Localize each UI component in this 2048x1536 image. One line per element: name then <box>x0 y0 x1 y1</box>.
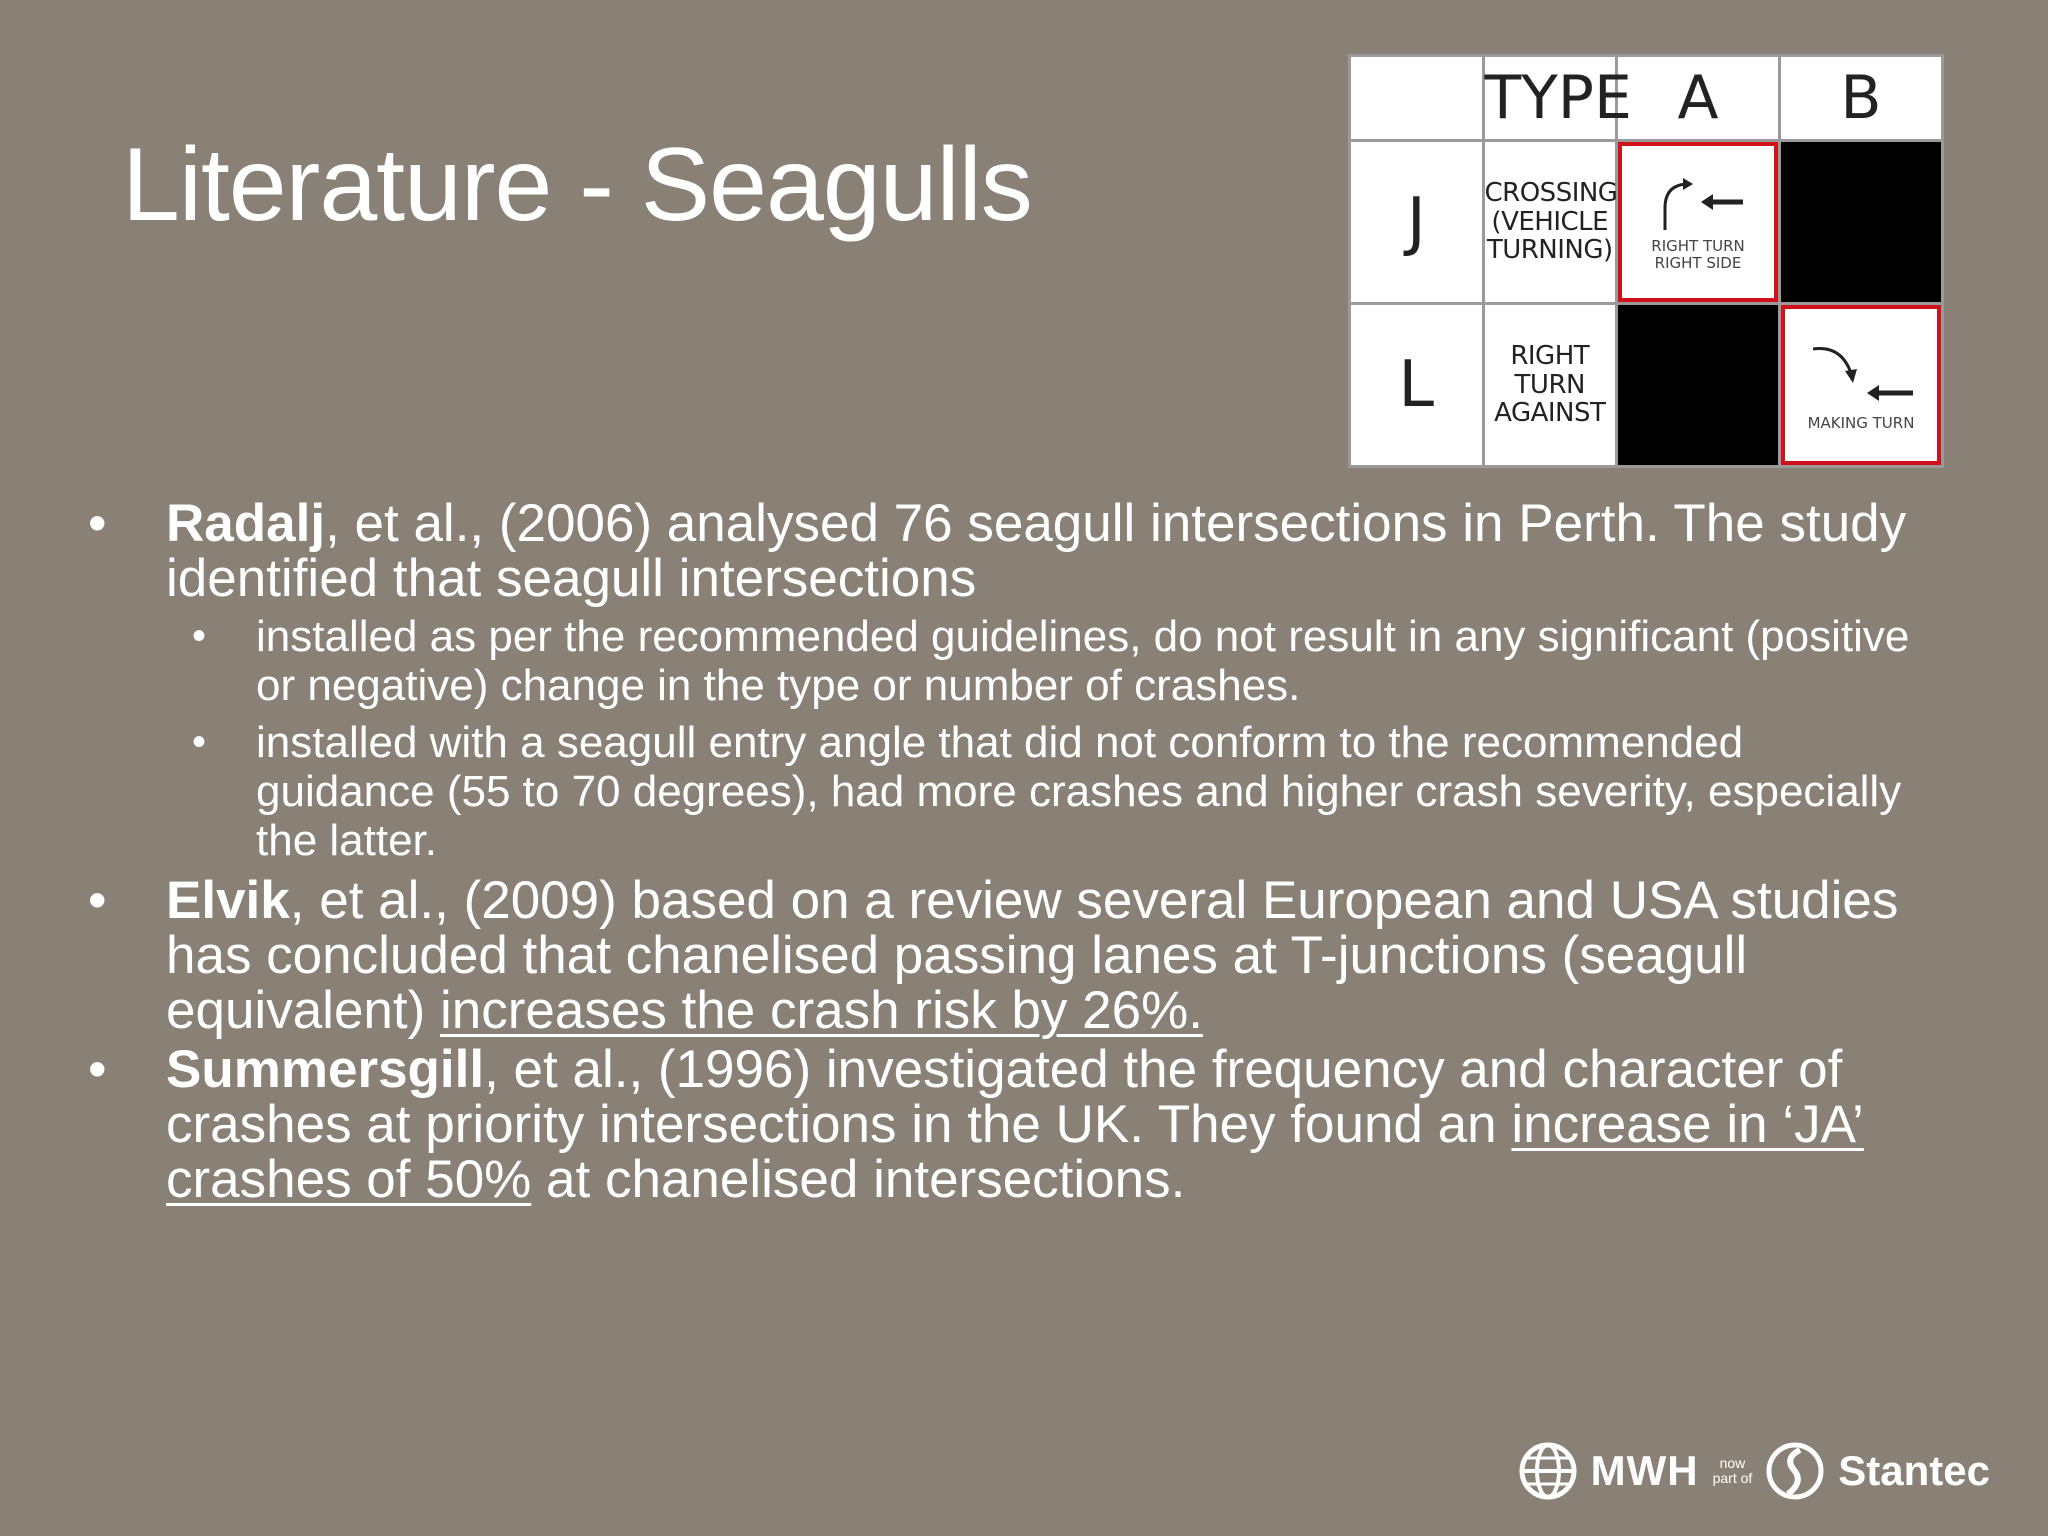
sub-bullet-marker: • <box>192 720 207 764</box>
sub-bullet-marker: • <box>192 614 207 658</box>
header-cell-a: A <box>1617 56 1780 141</box>
blank-cell-jb <box>1780 141 1943 304</box>
footer-logo <box>1519 1442 1990 1500</box>
author-name: Summersgill <box>166 1040 485 1099</box>
author-name: Radalj <box>166 494 326 553</box>
globe-icon <box>1519 1442 1577 1500</box>
making-turn-arrow-icon <box>1801 337 1921 411</box>
bullet-text-after: at chanelised intersections. <box>531 1150 1186 1209</box>
header-cell-type: TYPE <box>1483 56 1617 141</box>
stantec-swirl-icon <box>1766 1442 1824 1500</box>
row-type-l <box>1483 304 1617 467</box>
stantec-wordmark: Stantec <box>1838 1447 1990 1494</box>
diagram-caption: RIGHT SIDE <box>1654 254 1742 272</box>
diagram-caption: RIGHT TURN <box>1651 236 1745 255</box>
table-row-j <box>1350 141 1943 304</box>
type-line: AGAINST <box>1494 398 1606 429</box>
row-code-l: L <box>1350 304 1484 467</box>
bullet-text: , et al., (2009) based on a review several European and USA studies has concluded that chanelised passing lanes at T-junctions (seagull equivalent) <box>166 871 1899 1040</box>
bullet-marker: • <box>88 494 107 553</box>
slide-title: Literature - Seagulls <box>122 127 1032 243</box>
part-of-line: part of <box>1712 1470 1753 1486</box>
crash-type-table <box>1348 54 1944 468</box>
type-line: (VEHICLE <box>1491 206 1609 237</box>
bullet-item <box>0 496 2048 606</box>
bullet-list <box>0 496 2048 1211</box>
sub-bullet-text: installed with a seagull entry angle that did not conform to the recommended guidance (55 to 70 degrees), had more crashes and higher crash severity, especially the latter. <box>256 718 1902 865</box>
table-row-l <box>1350 304 1943 467</box>
diagram-caption: MAKING TURN <box>1807 414 1915 433</box>
now-part-of-text <box>1713 1456 1753 1487</box>
sub-bullet-item <box>0 612 2048 710</box>
header-cell-blank <box>1350 56 1484 141</box>
bullet-marker: • <box>88 1040 107 1099</box>
type-line: RIGHT TURN <box>1510 341 1590 400</box>
bullet-item <box>0 1042 2048 1207</box>
header-cell-b: B <box>1780 56 1943 141</box>
now-line: now <box>1719 1454 1746 1471</box>
sub-bullet-text: installed as per the recommended guidelines, do not result in any significant (positive or negative) change in the type or number of crashes. <box>256 612 1910 710</box>
mwh-wordmark: MWH <box>1590 1447 1699 1494</box>
underlined-finding: increases the crash risk by 26%. <box>440 981 1203 1040</box>
bullet-marker: • <box>88 871 107 930</box>
row-type-j <box>1483 141 1617 304</box>
bullet-item <box>0 873 2048 1038</box>
crash-diagram-ja <box>1617 141 1780 304</box>
bullet-text: , et al., (1996) investigated the frequency and character of crashes at priority intersections in the UK. They found an <box>166 1040 1843 1154</box>
crash-diagram-lb <box>1780 304 1943 467</box>
row-code-j: J <box>1350 141 1484 304</box>
sub-bullet-item <box>0 718 2048 865</box>
right-turn-arrow-icon <box>1643 172 1753 234</box>
author-name: Elvik <box>166 871 290 930</box>
bullet-text: , et al., (2006) analysed 76 seagull intersections in Perth. The study identified that seagull intersections <box>166 494 1907 608</box>
type-line: TURNING) <box>1486 235 1613 266</box>
table-header-row <box>1350 56 1943 141</box>
type-line: CROSSING <box>1484 178 1618 209</box>
underlined-finding: increase in ‘JA’ crashes of 50% <box>166 1095 1864 1209</box>
blank-cell-la <box>1617 304 1780 467</box>
